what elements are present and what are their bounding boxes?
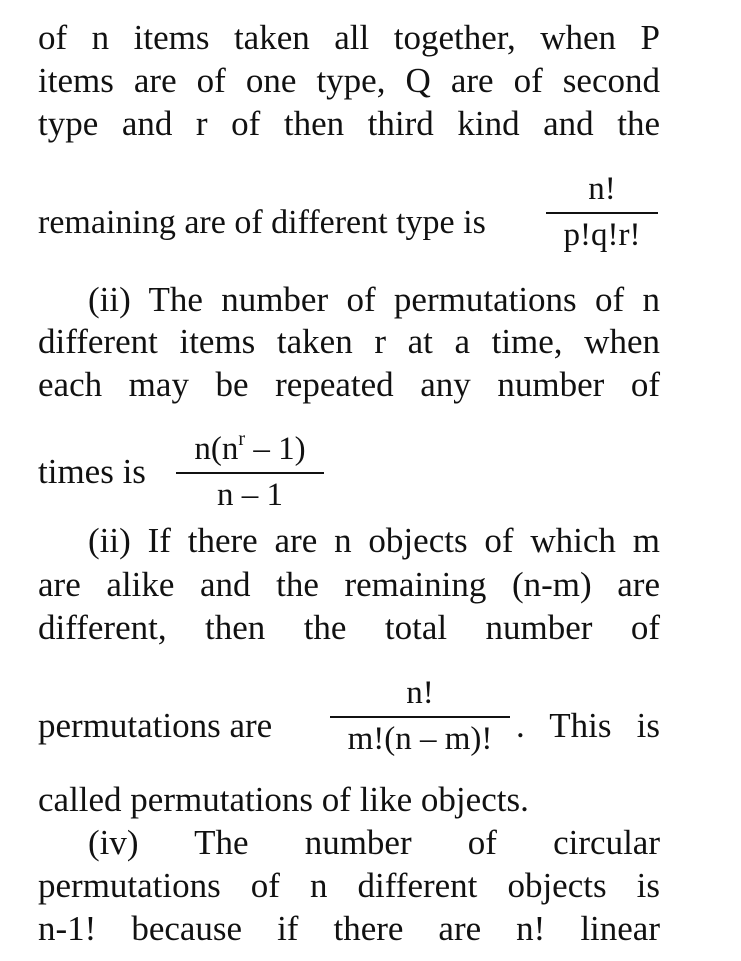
- fraction-bar: [546, 212, 658, 214]
- text-line-8: times is: [38, 452, 146, 491]
- text-line-5: (ii) The number of permutations of n: [88, 280, 660, 319]
- fraction-denominator: p!q!r!: [563, 217, 641, 253]
- fraction-circular-formula: [176, 430, 324, 514]
- numerator-tail: – 1): [245, 431, 306, 467]
- fraction-numerator: n!: [406, 675, 434, 711]
- fraction-bar: [330, 716, 510, 718]
- text-line-3: type and r of then third kind and the: [38, 104, 660, 143]
- text-line-9: (ii) If there are n objects of which m: [88, 521, 660, 560]
- text-line-12-end: . This is: [516, 706, 660, 745]
- text-line-1: of n items taken all together, when P: [38, 18, 660, 57]
- text-line-4: remaining are of different type is: [38, 204, 486, 241]
- text-line-10: are alike and the remaining (n-m) are: [38, 565, 660, 604]
- fraction-denominator: m!(n – m)!: [347, 721, 493, 757]
- document-page: [38, 0, 660, 961]
- text-line-14: (iv) The number of circular: [88, 823, 660, 862]
- fraction-bar: [176, 472, 324, 474]
- fraction-n-over-pqr: [546, 170, 658, 254]
- text-line-13: called permutations of like objects.: [38, 780, 529, 819]
- fraction-like-objects: [330, 674, 510, 758]
- text-line-6: different items taken r at a time, when: [38, 322, 660, 361]
- text-line-7: each may be repeated any number of: [38, 365, 660, 404]
- text-line-16: n-1! because if there are n! linear: [38, 909, 660, 948]
- text-line-11: different, then the total number of: [38, 608, 660, 647]
- fraction-numerator: [176, 430, 324, 468]
- text-line-15: permutations of n different objects is: [38, 866, 660, 905]
- fraction-numerator: n!: [588, 171, 616, 207]
- numerator-exponent: r: [238, 428, 246, 450]
- text-line-12-start: permutations are: [38, 706, 273, 745]
- numerator-base: n(n: [194, 431, 239, 467]
- fraction-denominator: n – 1: [217, 477, 283, 513]
- text-line-2: items are of one type, Q are of second: [38, 61, 660, 100]
